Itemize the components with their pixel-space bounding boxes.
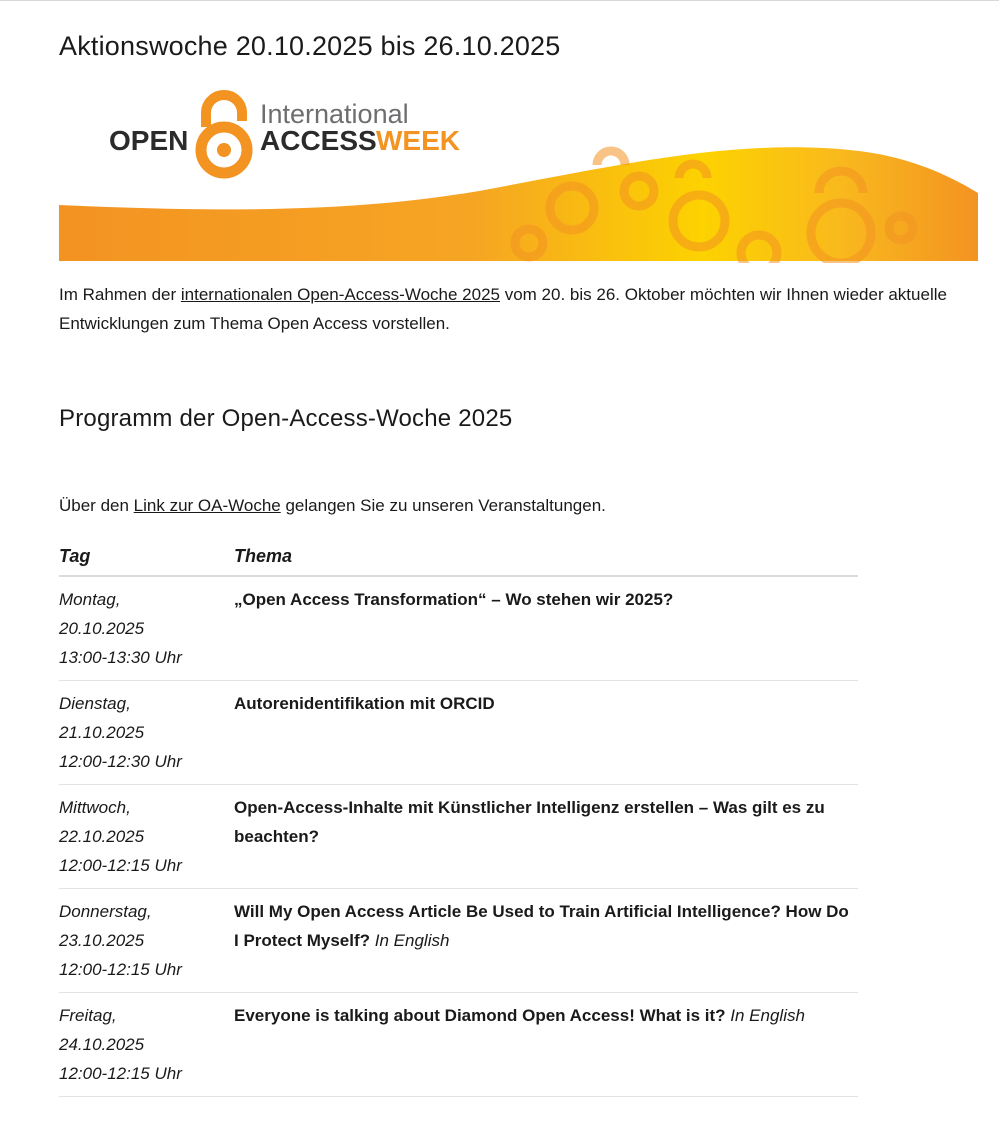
page-title: Aktionswoche 20.10.2025 bis 26.10.2025 [59, 31, 561, 61]
topic-cell [234, 993, 858, 1097]
table-row [59, 576, 858, 681]
table-row [59, 889, 858, 993]
intro-before: Im Rahmen der [59, 285, 181, 304]
time: 13:00-13:30 Uhr [59, 648, 182, 667]
date: 21.10.2025 [59, 723, 145, 742]
intro-after: vom 20. bis 26. Oktober möchten wir Ihnen wieder aktuelle Entwicklungen zum Thema Open Access vorstellen. [59, 285, 947, 333]
time: 12:00-12:15 Uhr [59, 1064, 182, 1083]
topic-cell [234, 889, 858, 993]
link-line-before: Über den [59, 496, 134, 515]
table-header-row [59, 541, 858, 576]
logo-week-text: WEEK [376, 125, 460, 156]
oa-week-external-link[interactable]: internationalen Open-Access-Woche 2025 [180, 285, 500, 304]
time: 12:00-12:15 Uhr [59, 960, 182, 979]
language-note: In English [374, 931, 450, 950]
program-table [59, 541, 858, 1097]
intro-paragraph [59, 280, 959, 338]
weekday: Dienstag, [59, 694, 131, 713]
weekday: Montag, [59, 590, 121, 609]
program-title: Programm der Open-Access-Woche 2025 [59, 405, 513, 432]
topic-title: „Open Access Transformation“ – Wo stehen wir 2025? [234, 590, 674, 609]
topic-title: Open-Access-Inhalte mit Künstlicher Intelligenz erstellen – Was gilt es zu beachten? [234, 798, 825, 846]
topic-cell [234, 681, 858, 785]
table-row [59, 681, 858, 785]
open-access-week-logo [59, 83, 978, 263]
open-access-lock-icon [201, 95, 247, 173]
weekday: Freitag, [59, 1006, 117, 1025]
day-cell [59, 576, 234, 681]
day-cell [59, 785, 234, 889]
day-cell [59, 993, 234, 1097]
topic-cell [234, 576, 858, 681]
date: 22.10.2025 [59, 827, 145, 846]
weekday: Mittwoch, [59, 798, 131, 817]
logo-open-text: OPEN [109, 125, 189, 156]
logo-access-text: ACCESS [260, 125, 377, 156]
time: 12:00-12:30 Uhr [59, 752, 182, 771]
topic-cell [234, 785, 858, 889]
date: 23.10.2025 [59, 931, 145, 950]
header-topic: Thema [234, 541, 858, 576]
topic-title: Autorenidentifikation mit ORCID [234, 694, 495, 713]
date: 24.10.2025 [59, 1035, 145, 1054]
day-cell [59, 681, 234, 785]
oa-week-link[interactable]: Link zur OA-Woche [133, 496, 281, 515]
topic-title: Everyone is talking about Diamond Open Access! What is it? [234, 1006, 726, 1025]
time: 12:00-12:15 Uhr [59, 856, 182, 875]
link-line-after: gelangen Sie zu unseren Veranstaltungen. [280, 496, 606, 515]
date: 20.10.2025 [59, 619, 145, 638]
day-cell [59, 889, 234, 993]
table-row [59, 993, 858, 1097]
open-access-week-banner [59, 83, 978, 263]
language-note: In English [730, 1006, 805, 1025]
program-link-line [59, 493, 606, 519]
logo-international-text: International [260, 99, 409, 129]
topic-title: Will My Open Access Article Be Used to Train Artificial Intelligence? How Do I Protect Myself? [234, 902, 849, 950]
weekday: Donnerstag, [59, 902, 152, 921]
table-row [59, 785, 858, 889]
header-day: Tag [59, 541, 234, 576]
